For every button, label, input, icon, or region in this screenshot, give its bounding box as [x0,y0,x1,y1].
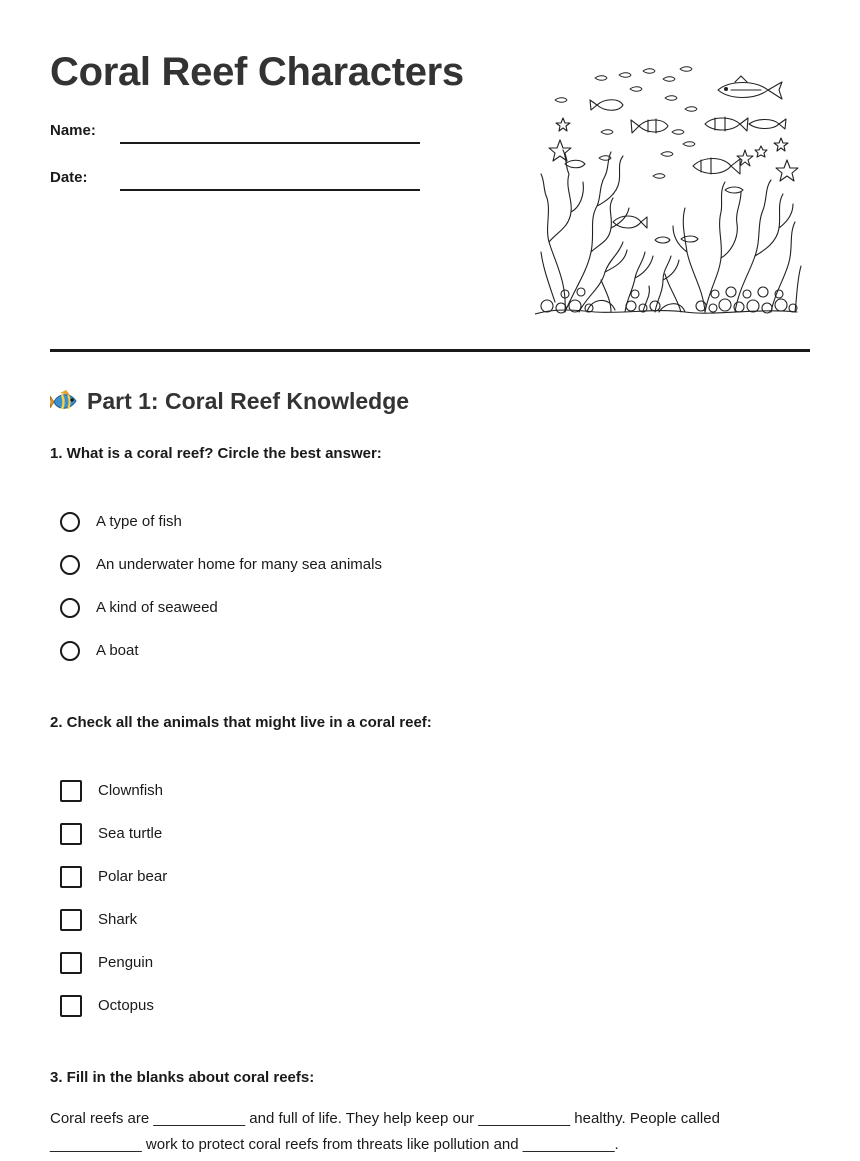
question-2-options [60,769,760,1027]
coral-reef-illustration [535,62,805,320]
radio-circle[interactable] [60,641,80,661]
fill-in-blanks-text[interactable]: Coral reefs are ___________ and full of life. They help keep our ___________ healthy. People called ___________ work to protect coral reefs from threats like pollution and ___________. [50,1110,720,1153]
starfish-icon [549,118,798,181]
radio-circle[interactable] [60,555,80,575]
q2-option[interactable] [60,984,760,1027]
q1-option-label: An underwater home for many sea animals [96,556,382,573]
q2-option[interactable] [60,855,760,898]
q2-option-label: Shark [98,911,138,928]
part1-heading [50,388,409,415]
q2-option[interactable] [60,769,760,812]
date-label: Date: [50,169,88,186]
q2-option-label: Sea turtle [98,825,163,842]
small-fish-icon [565,100,786,243]
q2-option-label: Penguin [98,954,154,971]
checkbox[interactable] [60,780,82,802]
part1-title: Part 1: Coral Reef Knowledge [87,388,410,414]
name-field[interactable] [50,122,470,152]
q2-option-label: Octopus [98,997,154,1014]
coral-branch-icon [541,150,629,312]
q1-option[interactable] [60,629,760,672]
worksheet-page [50,0,810,1161]
q2-option[interactable] [60,898,760,941]
question-2: 2. Check all the animals that might live in a coral reef: [50,714,432,731]
worksheet-title: Coral Reef Characters [50,50,464,94]
radio-circle[interactable] [60,512,80,532]
name-label: Name: [50,122,96,139]
q2-option-label: Clownfish [98,782,164,799]
radio-circle[interactable] [60,598,80,618]
large-fish-icon [718,76,782,99]
q1-option[interactable] [60,586,760,629]
q1-option[interactable] [60,543,760,586]
q2-option[interactable] [60,941,760,984]
q1-option-label: A kind of seaweed [96,599,218,616]
question-3: 3. Fill in the blanks about coral reefs: [50,1069,315,1086]
q2-option[interactable] [60,812,760,855]
q1-option[interactable] [60,500,760,543]
tiny-fish-icon [555,67,697,179]
q1-option-label: A type of fish [96,513,182,530]
checkbox[interactable] [60,866,82,888]
checkbox[interactable] [60,995,82,1017]
date-field[interactable] [50,169,470,199]
question-1-options [60,500,760,672]
checkbox[interactable] [60,909,82,931]
question-1: 1. What is a coral reef? Circle the best answer: [50,445,382,462]
name-line[interactable] [120,142,420,144]
coral-seaweed-icon [665,180,801,312]
tropical-fish-icon [50,389,80,415]
checkbox[interactable] [60,952,82,974]
q1-option-label: A boat [96,642,139,659]
date-line[interactable] [120,189,420,191]
q2-option-label: Polar bear [98,868,168,885]
section-divider [50,349,810,352]
checkbox[interactable] [60,823,82,845]
